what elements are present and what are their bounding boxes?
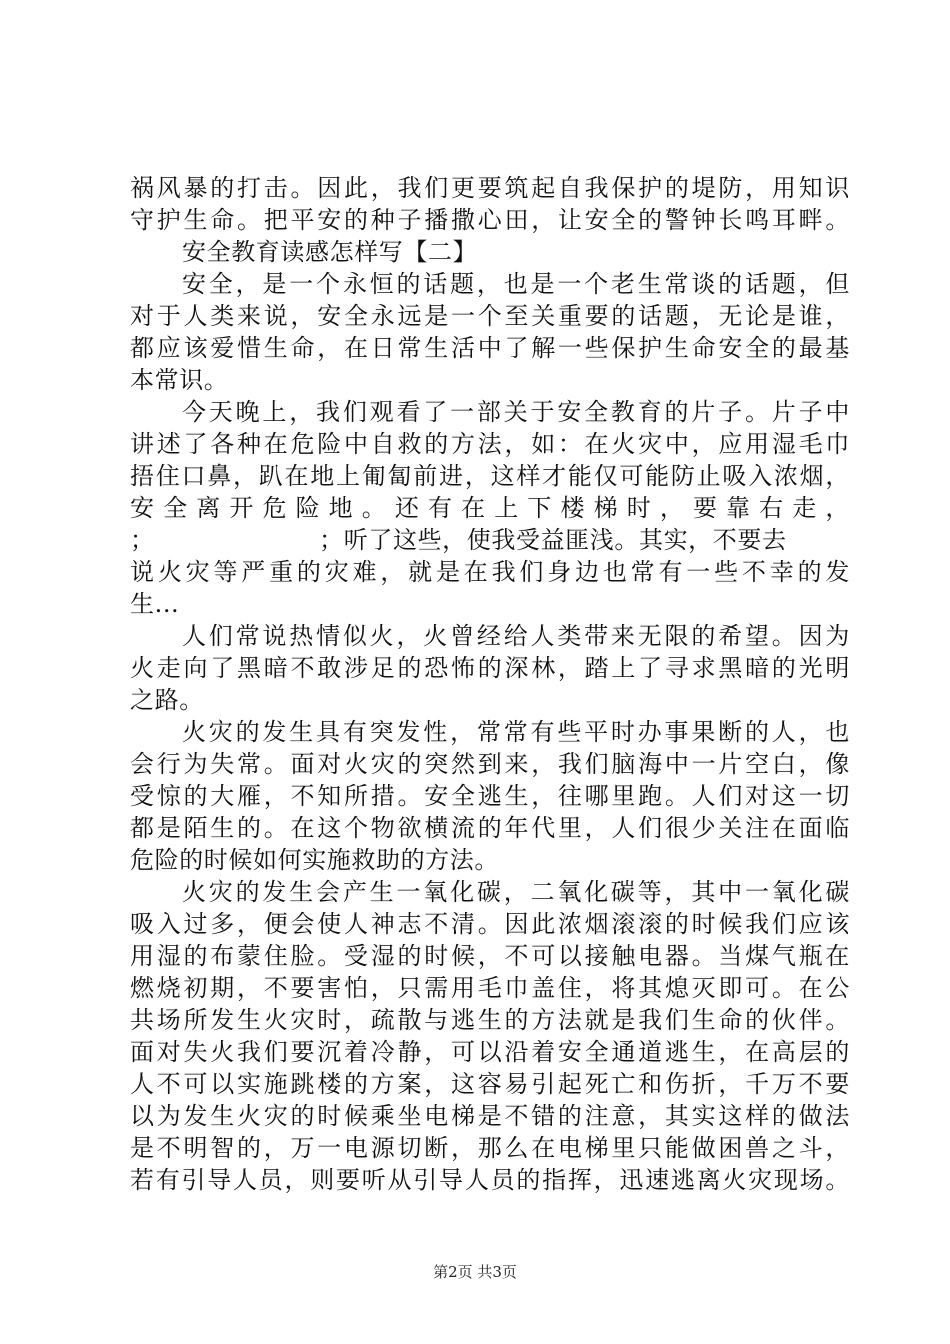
- text-line: 安全离开危险地。还有在上下楼梯时，要靠右走，: [130, 494, 850, 522]
- text-line: 人们常说热情似火，火曾经给人类带来无限的希望。因为: [182, 622, 850, 650]
- text-line: 今天晚上，我们观看了一部关于安全教育的片子。片子中: [182, 398, 850, 426]
- text-line: 都是陌生的。在这个物欲横流的年代里，人们很少关注在面临: [130, 814, 850, 842]
- text-line: 吸入过多，便会使人神志不清。因此浓烟滚滚的时候我们应该: [130, 910, 850, 938]
- text-line: 燃烧初期，不要害怕，只需用毛巾盖住，将其熄灭即可。在公: [130, 974, 850, 1002]
- text-line: 本常识。: [130, 366, 229, 394]
- text-line: 生...: [130, 590, 180, 618]
- text-line: 都应该爱惜生命，在日常生活中了解一些保护生命安全的最基: [130, 334, 850, 362]
- text-line: 会行为失常。面对火灾的突然到来，我们脑海中一片空白，像: [130, 750, 850, 778]
- text-line: 若有引导人员，则要听从引导人员的指挥，迅速逃离火灾现场。: [130, 1166, 850, 1194]
- text-line: 火灾的发生具有突发性，常常有些平时办事果断的人，也: [182, 718, 850, 746]
- text-line: 以为发生火灾的时候乘坐电梯是不错的注意，其实这样的做法: [130, 1102, 850, 1130]
- text-line: 共场所发生火灾时，疏散与逃生的方法就是我们生命的伙伴。: [130, 1006, 850, 1034]
- text-line: 安全，是一个永恒的话题，也是一个老生常谈的话题，但: [182, 270, 850, 298]
- text-line: 讲述了各种在危险中自救的方法，如：在火灾中，应用湿毛巾: [130, 430, 850, 458]
- text-line: 守护生命。把平安的种子播撒心田，让安全的警钟长鸣耳畔。: [130, 206, 850, 234]
- text-line: 说火灾等严重的灾难，就是在我们身边也常有一些不幸的发: [130, 558, 850, 586]
- text-line: ； ；听了这些，使我受益匪浅。其实，不要去: [130, 526, 787, 554]
- text-line: 火走向了黑暗不敢涉足的恐怖的深林，踏上了寻求黑暗的光明: [130, 654, 850, 682]
- text-line: 对于人类来说，安全永远是一个至关重要的话题，无论是谁，: [130, 302, 850, 330]
- text-line: 捂住口鼻，趴在地上匍匐前进，这样才能仅可能防止吸入浓烟，: [130, 462, 850, 490]
- text-line: 火灾的发生会产生一氧化碳，二氧化碳等，其中一氧化碳: [182, 878, 850, 906]
- text-line: 之路。: [130, 686, 204, 714]
- text-line: 是不明智的，万一电源切断，那么在电梯里只能做困兽之斗，: [130, 1134, 850, 1162]
- text-line: 危险的时候如何实施救助的方法。: [130, 846, 499, 874]
- text-line: 安全教育读感怎样写【二】: [182, 238, 478, 266]
- document-body: [130, 172, 850, 1196]
- text-line: 受惊的大雁，不知所措。安全逃生，往哪里跑。人们对这一切: [130, 782, 850, 810]
- text-line: 面对失火我们要沉着冷静，可以沿着安全通道逃生，在高层的: [130, 1038, 850, 1066]
- page-footer: 第2页 共3页: [433, 1263, 517, 1281]
- text-line: 人不可以实施跳楼的方案，这容易引起死亡和伤折，千万不要: [130, 1070, 850, 1098]
- text-line: 用湿的布蒙住脸。受湿的时候，不可以接触电器。当煤气瓶在: [130, 942, 850, 970]
- text-line: 祸风暴的打击。因此，我们更要筑起自我保护的堤防，用知识: [130, 174, 850, 202]
